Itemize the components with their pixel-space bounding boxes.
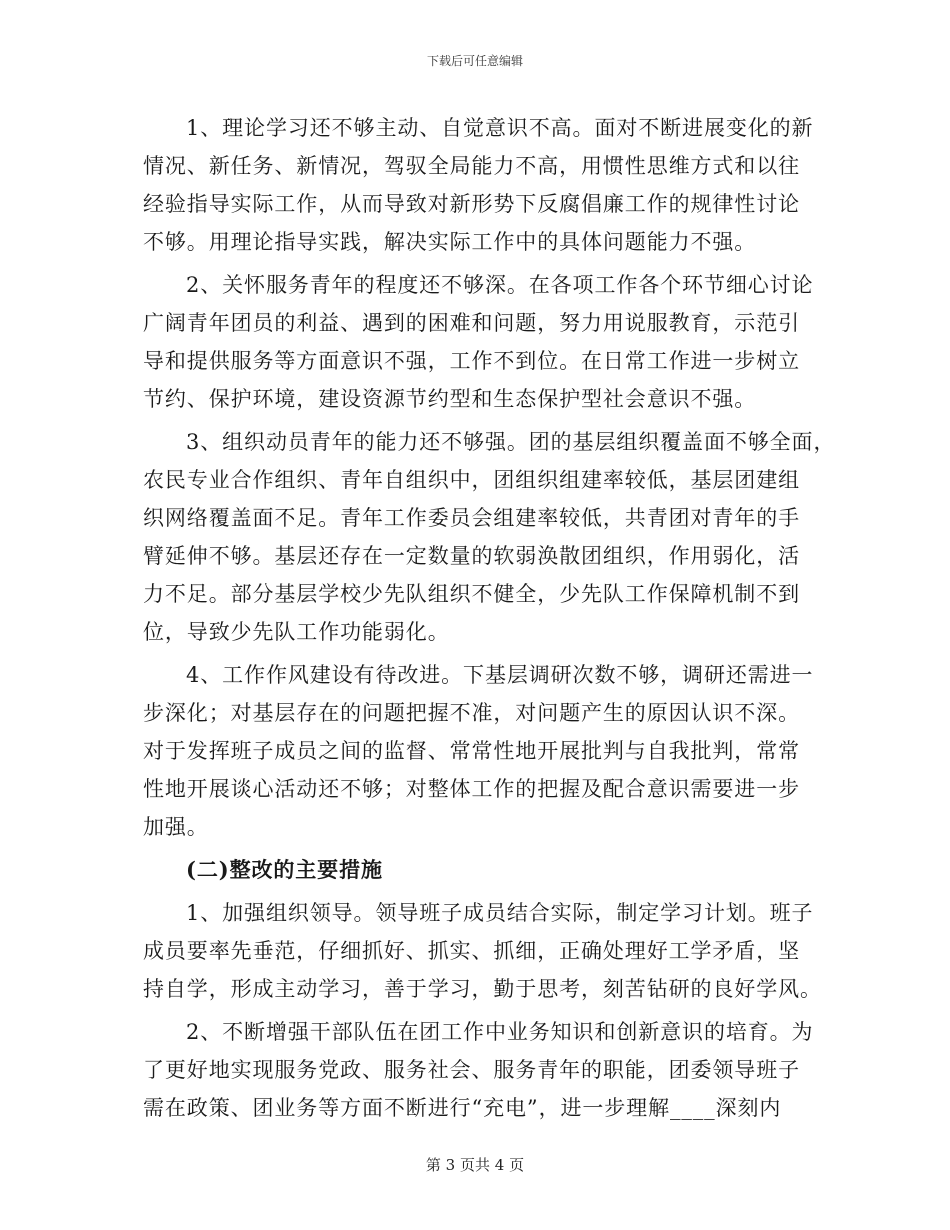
paragraph-line: 节约、保护环境，建设资源节约型和生态保护型社会意识不强。	[143, 387, 757, 411]
paragraph-line: 情况、新任务、新情况，驾驭全局能力不高，用惯性思维方式和以往	[143, 154, 800, 178]
paragraph-line: 4、工作作风建设有待改进。下基层调研次数不够，调研还需进一	[186, 663, 814, 687]
paragraph-line: 性地开展谈心活动还不够；对整体工作的把握及配合意识需要进一步	[143, 777, 800, 801]
paragraph-line: 步深化；对基层存在的问题把握不准，对问题产生的原因认识不深。	[143, 701, 800, 725]
paragraph-line: 臂延伸不够。基层还存在一定数量的软弱涣散团组织，作用弱化，活	[143, 544, 800, 568]
paragraph-line: 持自学，形成主动学习，善于学习，勤于思考，刻苦钻研的良好学风。	[143, 977, 822, 1001]
paragraph-line: 1、理论学习还不够主动、自觉意识不高。面对不断进展变化的新	[186, 116, 814, 140]
document-body	[143, 109, 836, 1127]
paragraph-line: 位，导致少先队工作功能弱化。	[143, 620, 450, 644]
paragraph-line: 织网络覆盖面不足。青年工作委员会组建率较低，共青团对青年的手	[143, 506, 800, 530]
paragraph-line: 力不足。部分基层学校少先队组织不健全，少先队工作保障机制不到	[143, 582, 800, 606]
paragraph-line: 2、不断增强干部队伍在团工作中业务知识和创新意识的培育。为	[186, 1020, 814, 1044]
paragraph-line: 不够。用理论指导实践，解决实际工作中的具体问题能力不强。	[143, 230, 757, 254]
paragraph-line: 农民专业合作组织、青年自组织中，团组织组建率较低，基层团建组	[143, 468, 800, 492]
paragraph-line: 成员要率先垂范，仔细抓好、抓实、抓细，正确处理好工学矛盾，坚	[143, 939, 800, 963]
paragraph-line: 对于发挥班子成员之间的监督、常常性地开展批判与自我批判，常常	[143, 739, 800, 763]
paragraph-line: 需在政策、团业务等方面不断进行“充电”，进一步理解____深刻内	[143, 1096, 782, 1120]
paragraph-line: 3、组织动员青年的能力还不够强。团的基层组织覆盖面不够全面，	[186, 430, 836, 454]
section-heading: (二)整改的主要措施	[186, 857, 383, 882]
paragraph-line: 广阔青年团员的利益、遇到的困难和问题，努力用说服教育，示范引	[143, 311, 800, 335]
page-header: 下载后可任意编辑	[426, 54, 523, 68]
page-footer: 第 3 页共 4 页	[425, 1156, 525, 1174]
paragraph-line: 1、加强组织领导。领导班子成员结合实际，制定学习计划。班子	[186, 901, 814, 925]
paragraph-line: 2、关怀服务青年的程度还不够深。在各项工作各个环节细心讨论	[186, 273, 814, 297]
paragraph-line: 导和提供服务等方面意识不强，工作不到位。在日常工作进一步树立	[143, 349, 800, 373]
paragraph-line: 了更好地实现服务党政、服务社会、服务青年的职能，团委领导班子	[143, 1058, 800, 1082]
paragraph-line: 经验指导实际工作，从而导致对新形势下反腐倡廉工作的规律性讨论	[143, 192, 800, 216]
paragraph-line: 加强。	[143, 815, 209, 839]
